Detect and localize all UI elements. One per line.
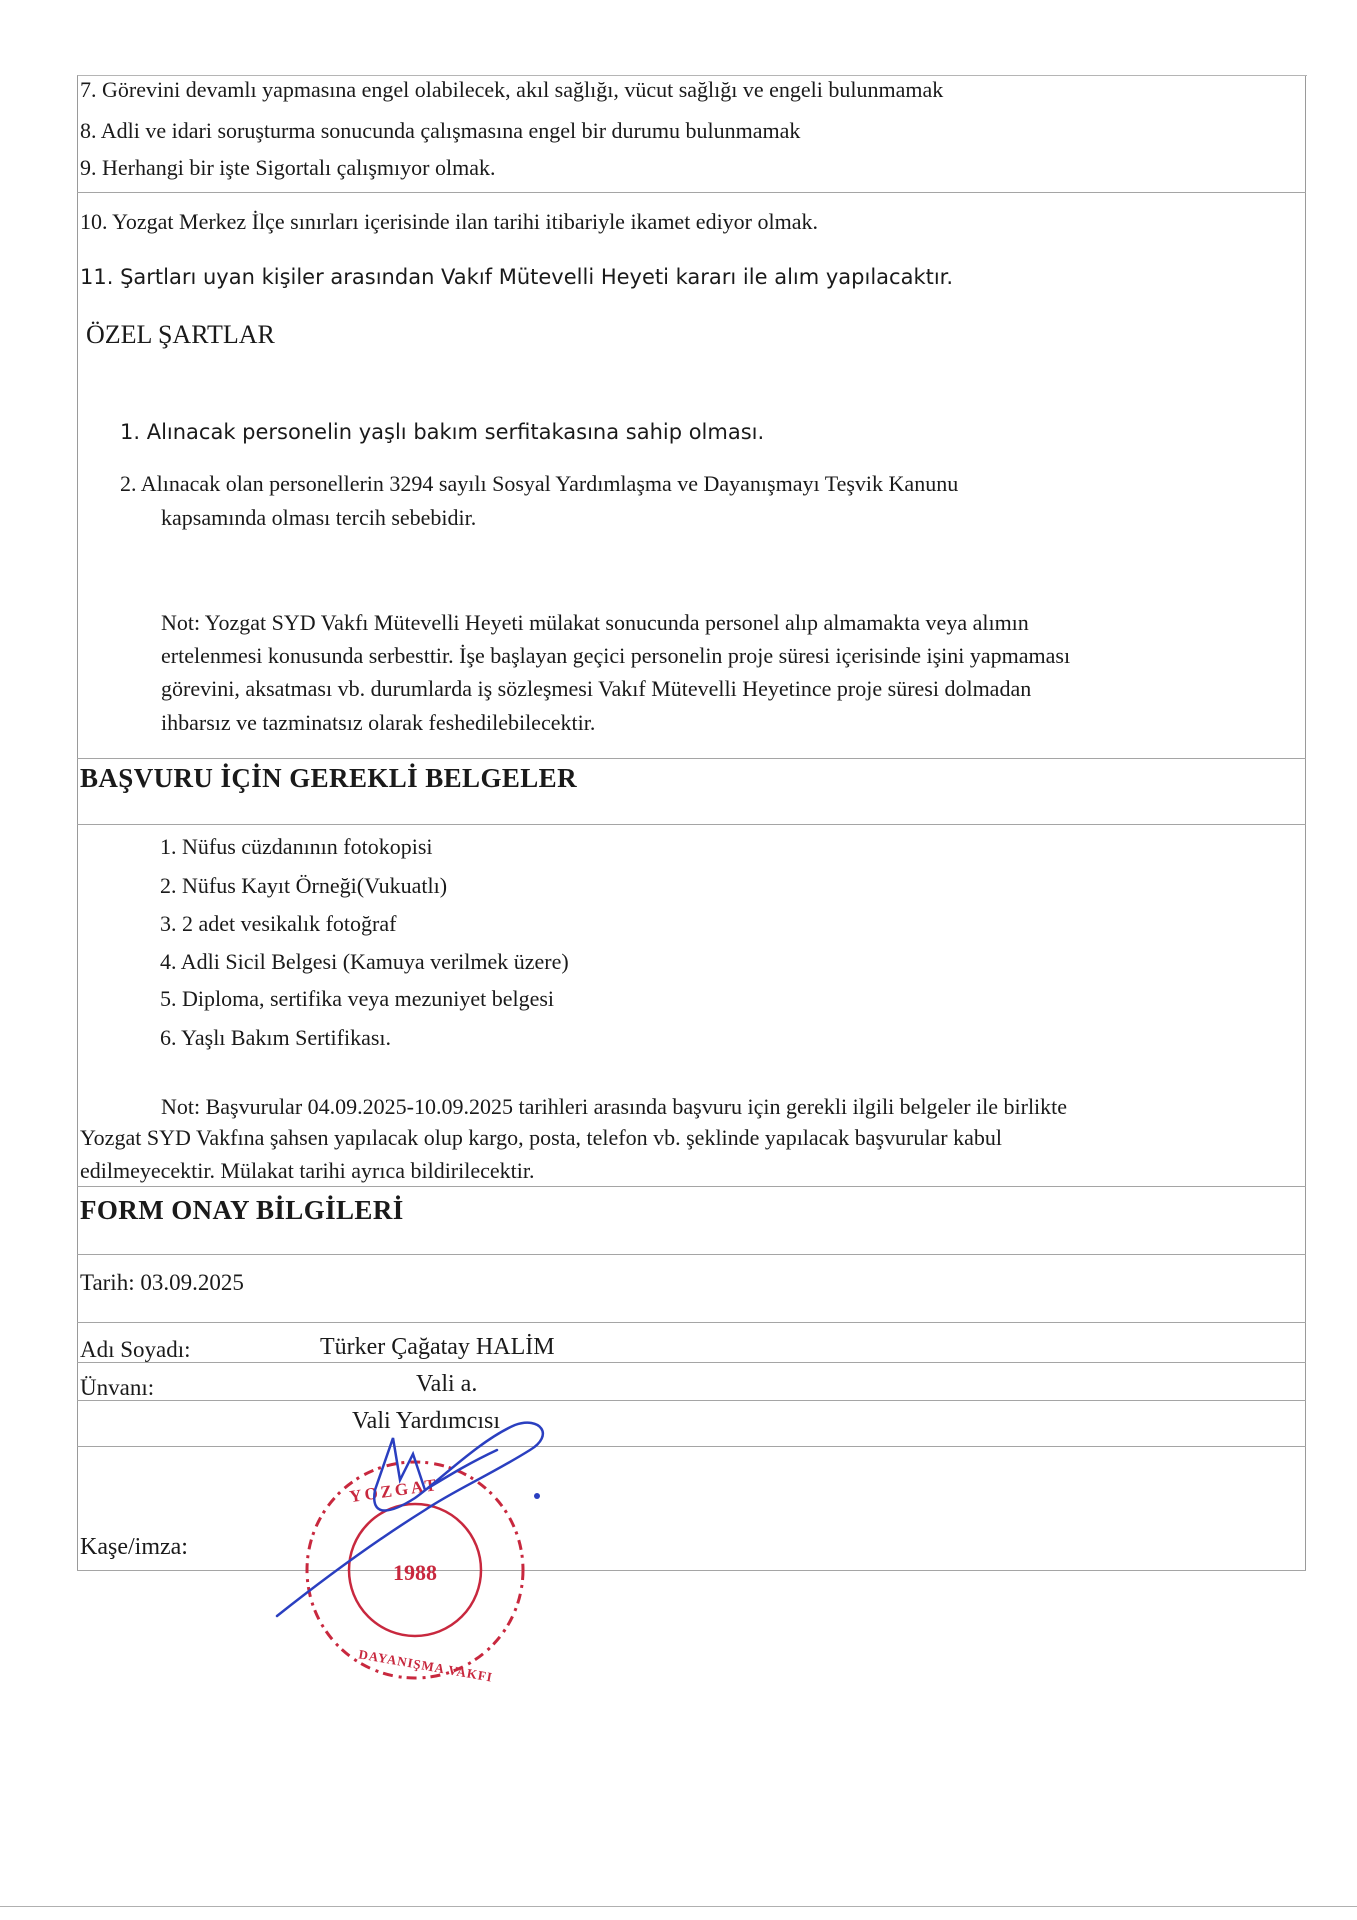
form-frame [77,75,1307,1571]
section-divider [77,824,1306,825]
condition-11: 11. Şartları uyan kişiler arasından Vakıf Mütevelli Heyeti kararı ile alım yapılacaktır. [80,265,954,289]
documents-note-line3: edilmeyecektir. Mülakat tarihi ayrıca bildirilecektir. [80,1158,535,1183]
stamp-text-top: YOZGAT [348,1474,441,1507]
special-conditions-title: ÖZEL ŞARTLAR [86,320,275,349]
document-item-1: 1. Nüfus cüzdanının fotokopisi [160,834,433,859]
condition-9: 9. Herhangi bir işte Sigortalı çalışmıyor olmak. [80,155,496,180]
special-note-line1: Not: Yozgat SYD Vakfı Mütevelli Heyeti mülakat sonucunda personel alıp almamakta veya alımın [161,610,1029,635]
document-item-3: 3. 2 adet vesikalık fotoğraf [160,911,397,936]
special-condition-2-line1: 2. Alınacak olan personellerin 3294 sayılı Sosyal Yardımlaşma ve Dayanışmayı Teşvik Kanunu [120,471,959,496]
condition-8: 8. Adli ve idari soruşturma sonucunda çalışmasına engel bir durumu bulunmamak [80,118,801,143]
stamp-text-bottom: DAYANIŞMA VAKFI [357,1646,495,1685]
documents-title: BAŞVURU İÇİN GEREKLİ BELGELER [80,763,577,793]
title-value-2: Vali Yardımcısı [352,1408,501,1434]
name-value: Türker Çağatay HALİM [320,1334,555,1360]
page-footer-line [0,1906,1357,1907]
document-item-6: 6. Yaşlı Bakım Sertifikası. [160,1025,392,1050]
row-divider [77,192,1306,193]
section-divider [77,758,1306,759]
row-divider [77,1362,1306,1363]
row-divider [77,1254,1306,1255]
special-note-line2: ertelenmesi konusunda serbesttir. İşe başlayan geçici personelin proje süresi içerisinde işini yapmaması [161,643,1071,668]
row-divider [77,1400,1306,1401]
special-note-line3: görevini, aksatması vb. durumlarda iş sözleşmesi Vakıf Mütevelli Heyetince proje süresi dolmadan [161,676,1032,701]
special-condition-1: 1. Alınacak personelin yaşlı bakım serfitakasına sahip olması. [120,420,765,444]
special-condition-2-line2: kapsamında olması tercih sebebidir. [161,505,477,530]
document-item-2: 2. Nüfus Kayıt Örneği(Vukuatlı) [160,873,448,898]
row-divider [77,1446,1306,1447]
signature-dot [534,1493,540,1499]
documents-note-line2: Yozgat SYD Vakfına şahsen yapılacak olup kargo, posta, telefon vb. şeklinde yapılacak başvurular kabul [80,1125,1002,1150]
name-label: Adı Soyadı: [80,1337,191,1362]
special-note-line4: ihbarsız ve tazminatsız olarak feshedilebilecektir. [161,710,596,735]
documents-note-line1: Not: Başvurular 04.09.2025-10.09.2025 tarihleri arasında başvuru için gerekli ilgili belgeler ile birlikte [161,1094,1068,1119]
section-divider [77,1186,1306,1187]
condition-10: 10. Yozgat Merkez İlçe sınırları içerisinde ilan tarihi itibariyle ikamet ediyor olmak. [80,209,818,234]
document-item-4: 4. Adli Sicil Belgesi (Kamuya verilmek üzere) [160,949,569,974]
approval-date: Tarih: 03.09.2025 [80,1270,244,1295]
approval-title: FORM ONAY BİLGİLERİ [80,1195,404,1225]
condition-7: 7. Görevini devamlı yapmasına engel olabilecek, akıl sağlığı, vücut sağlığı ve engeli bulunmamak [80,77,944,102]
title-value-1: Vali a. [416,1371,478,1397]
official-stamp [275,1420,555,1720]
row-divider [77,1322,1306,1323]
frame-bottom-border [77,1570,1306,1571]
stamp-year: 1988 [393,1560,437,1585]
signature-stroke [277,1423,543,1616]
title-label: Ünvanı: [80,1375,155,1400]
document-item-5: 5. Diploma, sertifika veya mezuniyet belgesi [160,986,555,1011]
stamp-signature-label: Kaşe/imza: [80,1534,188,1560]
